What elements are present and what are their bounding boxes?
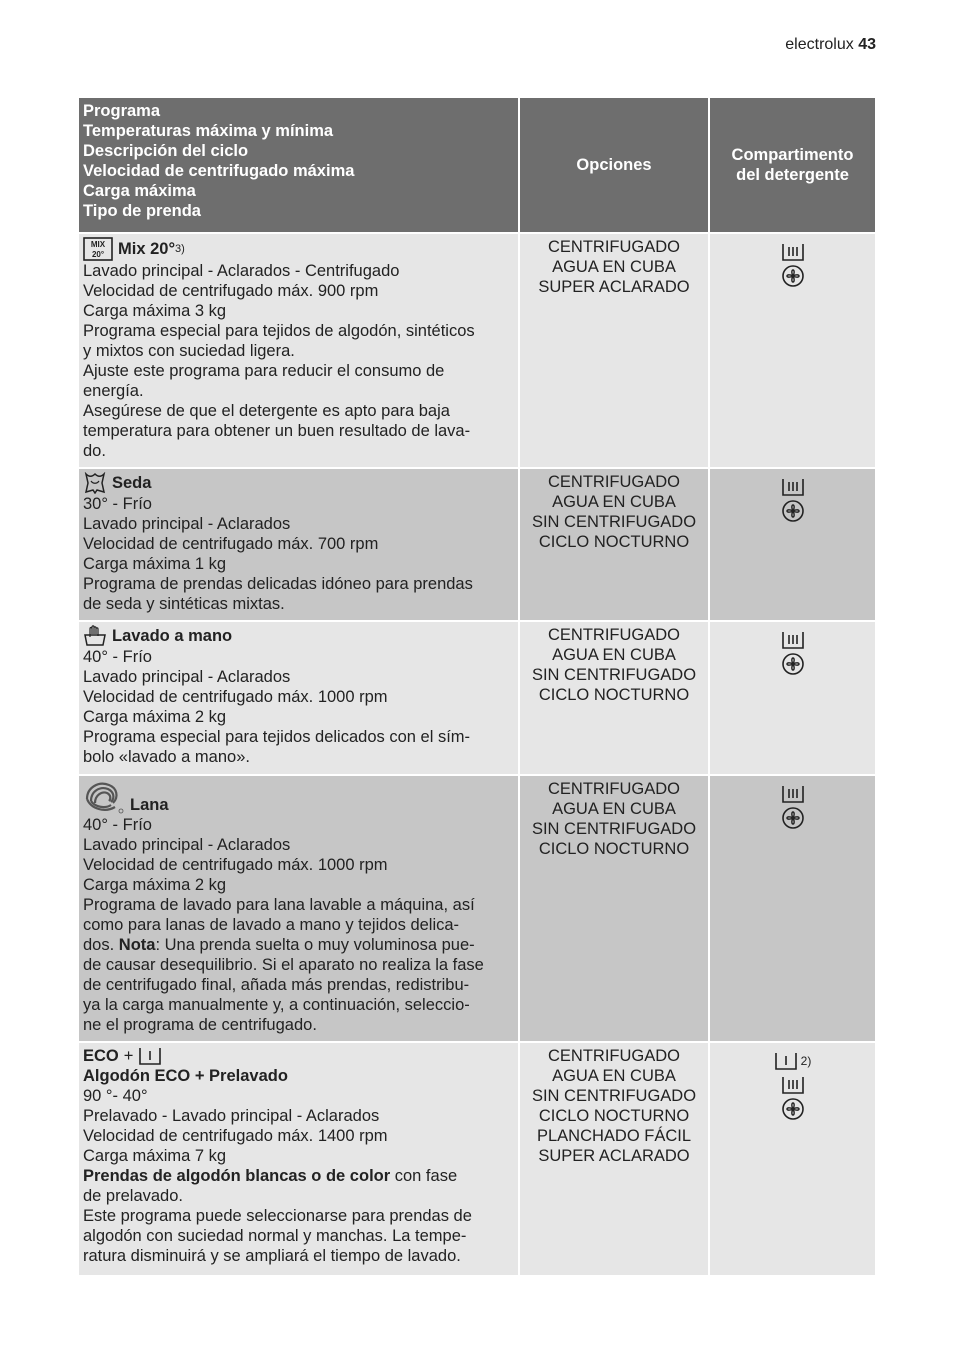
compartment-cell [709,621,876,775]
option-item: AGUA EN CUBA [552,1067,676,1085]
program-line: Lavado principal - Aclarados [83,515,291,533]
program-line: 90 °- 40° [83,1087,148,1105]
main-wash-compartment-icon [781,477,805,497]
option-item: CENTRIFUGADO [548,473,680,491]
option-item: SIN CENTRIFUGADO [531,820,697,838]
option-item: CENTRIFUGADO [548,780,680,798]
program-title [83,472,514,494]
text-fragment: con fase [390,1167,458,1185]
softener-compartment-icon [781,806,805,830]
program-line: Carga máxima 7 kg [83,1147,227,1165]
silk-icon [83,472,107,494]
header-line: Velocidad de centrifugado máxima [83,162,355,180]
text-fragment: dos. [83,936,119,954]
program-line: temperatura para obtener un buen resultado de lava- [83,422,471,440]
program-line: algodón con suciedad normal y manchas. La tempe- [83,1227,467,1245]
program-cell [78,233,519,468]
program-line: ne el programa de centrifugado. [83,1016,317,1034]
program-line: Programa especial para tejidos delicados con el sím- [83,728,471,746]
program-line: 40° - Frío [83,648,152,666]
option-item: AGUA EN CUBA [552,493,676,511]
header-line: Descripción del ciclo [83,142,249,160]
program-line: de causar desequilibrio. Si el aparato no realiza la fase [83,956,484,974]
header-line: Tipo de prenda [83,202,201,220]
program-line: Lavado principal - Aclarados [83,836,291,854]
option-item: CICLO NOCTURNO [538,686,690,704]
program-line: Carga máxima 1 kg [83,555,227,573]
program-name: Lana [130,796,169,814]
option-item: AGUA EN CUBA [552,646,676,664]
program-title [83,779,514,815]
brand-name: electrolux [785,36,854,53]
program-name: Algodón ECO + Prelavado [83,1067,288,1085]
option-item: CICLO NOCTURNO [538,1107,690,1125]
compartment-cell [709,775,876,1042]
program-line: Asegúrese de que el detergente es apto para baja [83,402,450,420]
hand-wash-icon [83,625,107,647]
program-line: bolo «lavado a mano». [83,748,250,766]
program-line: de prelavado. [83,1187,183,1205]
header-line: Temperaturas máxima y mínima [83,122,334,140]
option-item: CICLO NOCTURNO [538,533,690,551]
main-wash-compartment-icon [781,242,805,262]
page-number: 43 [858,36,876,53]
mix-icon-text: MIX [90,240,106,249]
note-label: Nota [118,936,156,954]
program-line: Lavado principal - Aclarados [83,668,291,686]
compartment-cell [709,233,876,468]
program-line: de centrifugado final, añada más prendas, redistribu- [83,976,470,994]
program-line: Velocidad de centrifugado máx. 1000 rpm [83,688,388,706]
footnote-ref: 3) [175,243,185,255]
softener-compartment-icon [781,1097,805,1121]
program-line: Programa de prendas delicadas idóneo para prendas [83,575,473,593]
program-line: Prelavado - Lavado principal - Aclarados [83,1107,380,1125]
program-title [83,625,514,647]
mix-icon-temp: 20° [91,250,105,259]
option-item: AGUA EN CUBA [552,800,676,818]
program-title [83,237,514,261]
options-cell [519,233,709,468]
option-item: AGUA EN CUBA [552,258,676,276]
program-line: Velocidad de centrifugado máx. 1000 rpm [83,856,388,874]
header-program-column [78,97,519,233]
option-item: CENTRIFUGADO [548,1047,680,1065]
program-line: energía. [83,382,144,400]
program-line: ya la carga manualmente y, a continuación, seleccio- [83,996,470,1014]
program-line: Velocidad de centrifugado máx. 1400 rpm [83,1127,388,1145]
program-line: Velocidad de centrifugado máx. 900 rpm [83,282,379,300]
program-line: Carga máxima 3 kg [83,302,227,320]
program-line: Carga máxima 2 kg [83,708,227,726]
program-title [83,1046,514,1066]
main-wash-compartment-icon [781,1075,805,1095]
program-line: y mixtos con suciedad ligera. [83,342,295,360]
option-item: CENTRIFUGADO [548,238,680,256]
option-item: PLANCHADO FÁCIL [536,1127,692,1145]
woolmark-icon [83,779,125,815]
program-line: Programa especial para tejidos de algodón, sintéticos [83,322,475,340]
options-cell [519,775,709,1042]
option-item: SIN CENTRIFUGADO [531,1087,697,1105]
program-line: Velocidad de centrifugado máx. 700 rpm [83,535,379,553]
program-cell [78,775,519,1042]
option-item: SUPER ACLARADO [538,1147,690,1165]
program-cell [78,1042,519,1276]
table-row [78,775,876,1042]
mix-20-icon [83,237,113,261]
page-header [785,36,876,54]
softener-compartment-icon [781,264,805,288]
table-row [78,233,876,468]
program-line: do. [83,442,106,460]
option-item: SIN CENTRIFUGADO [531,666,697,684]
program-line: 40° - Frío [83,816,152,834]
program-line: Lavado principal - Aclarados - Centrifugado [83,262,400,280]
program-line: Ajuste este programa para reducir el consumo de [83,362,445,380]
table-row [78,621,876,775]
plus-sign: + [123,1047,134,1065]
text-fragment: : Una prenda suelta o muy voluminosa pue- [155,936,475,954]
header-line: del detergente [736,166,849,184]
header-compartment-column [709,97,876,233]
garment-type: Prendas de algodón blancas o de color [83,1167,391,1185]
program-line: Este programa puede seleccionarse para prendas de [83,1207,472,1225]
program-line: Programa de lavado para lana lavable a máquina, así [83,896,475,914]
program-cell [78,621,519,775]
program-line: 30° - Frío [83,495,152,513]
header-line: Carga máxima [83,182,196,200]
main-wash-compartment-icon [781,784,805,804]
header-line: Compartimento [731,146,854,164]
program-line: de seda y sintéticas mixtas. [83,595,285,613]
program-line: Carga máxima 2 kg [83,876,227,894]
table-row [78,468,876,621]
program-name: Lavado a mano [112,627,233,645]
table-row [78,1042,876,1276]
option-item: SIN CENTRIFUGADO [531,513,697,531]
option-item: CICLO NOCTURNO [538,840,690,858]
softener-compartment-icon [781,499,805,523]
program-line: ratura disminuirá y se ampliará el tiempo de lavado. [83,1247,461,1265]
program-name: Mix 20° [118,240,176,258]
main-wash-compartment-icon [781,630,805,650]
programs-table [77,96,877,1277]
compartment-cell [709,1042,876,1276]
footnote-ref: 2) [800,1054,812,1068]
options-cell [519,1042,709,1276]
header-options-column: Opciones [519,97,709,233]
prewash-compartment-icon [774,1051,798,1071]
eco-label: ECO [83,1047,119,1065]
options-cell [519,468,709,621]
program-line [83,1166,514,1186]
compartment-cell [709,468,876,621]
options-cell [519,621,709,775]
header-line: Programa [83,102,161,120]
program-cell [78,468,519,621]
program-line: como para lanas de lavado a mano y tejidos delica- [83,916,460,934]
table-header-row [78,97,876,233]
option-item: CENTRIFUGADO [548,626,680,644]
softener-compartment-icon [781,652,805,676]
program-line [83,935,514,955]
option-item: SUPER ACLARADO [538,278,690,296]
prewash-compartment-icon [138,1046,162,1066]
program-name: Seda [112,474,152,492]
